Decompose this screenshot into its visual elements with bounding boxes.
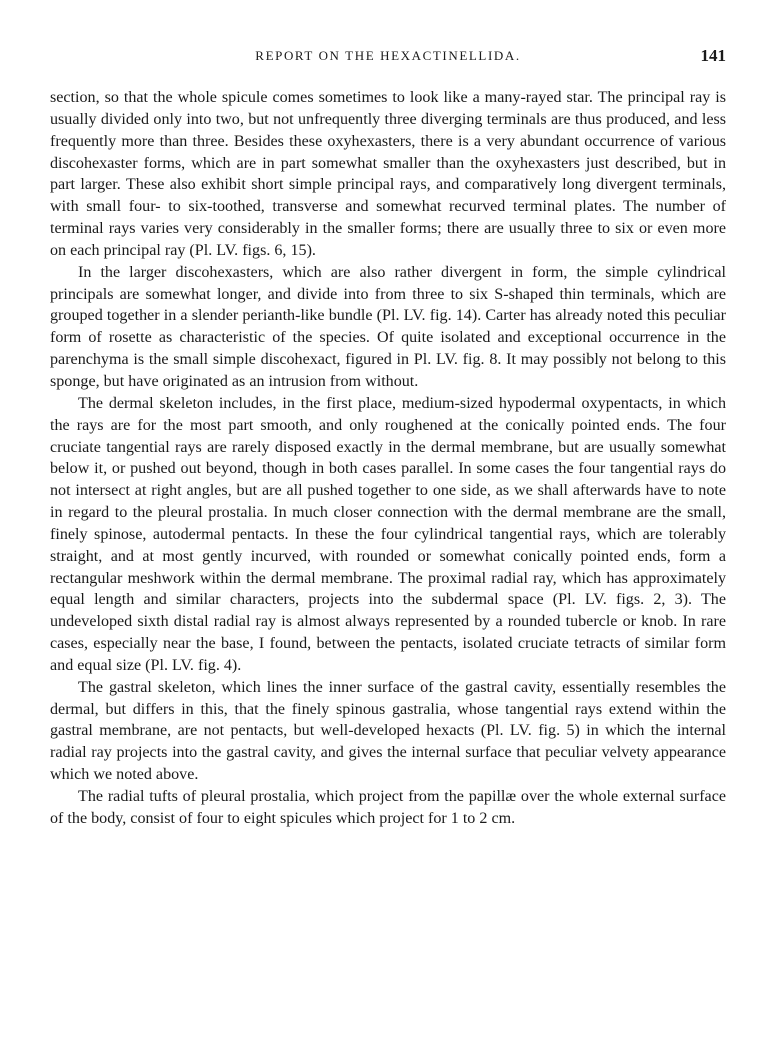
page-header bbox=[50, 48, 726, 72]
paragraph-discohexasters: In the larger discohexasters, which are also rather divergent in form, the simple cylindrical principals are somewhat longer, and divide into from three to six S-shaped thin terminals, which are grouped together in a slender perianth-like bundle (Pl. LV. fig. 14). Carter has already noted this peculiar form of rosette as characteristic of the species. Of quite isolated and exceptional occurrence in the parenchyma is the small simple discohexact, figured in Pl. LV. fig. 8. It may possibly not belong to this sponge, but have originated as an intrusion from without. bbox=[50, 263, 726, 390]
paragraph-gastral-skeleton: The gastral skeleton, which lines the inner surface of the gastral cavity, essentially resembles the dermal, but differs in this, that the finely spinous gastralia, whose tangential rays extend within the gastral membrane, are not pentacts, but well-developed hexacts (Pl. LV. fig. 5) in which the internal radial ray projects into the gastral cavity, and gives the internal surface that peculiar velvety appearance which we noted above. bbox=[50, 678, 726, 784]
paragraph-dermal-skeleton: The dermal skeleton includes, in the first place, medium-sized hypodermal oxypentacts, in which the rays are for the most part smooth, and only roughened at the conically pointed ends. The four cruciate tangential rays are rarely disposed exactly in the dermal membrane, but are usually somewhat below it, or pushed out beyond, though in both cases parallel. In some cases the four tangential rays do not intersect at right angles, but are all pushed together to one side, as we shall afterwards have to note in regard to the pleural prostalia. In much closer connection with the dermal membrane are the small, finely spinose, autodermal pentacts. In these the four cylindrical tangential rays, which are tolerably straight, and at most gently incurved, with rounded or somewhat conically pointed ends, form a rectangular meshwork within the dermal membrane. The proximal radial ray, which has approximately equal length and similar characters, projects into the subdermal space (Pl. LV. figs. 2, 3). The undeveloped sixth distal radial ray is almost always represented by a rounded tubercle or knob. In rare cases, especially near the base, I found, between the pentacts, isolated cruciate tetracts of similar form and equal size (Pl. LV. fig. 4). bbox=[50, 394, 726, 674]
body-text bbox=[50, 87, 726, 830]
page-number: 141 bbox=[700, 46, 726, 65]
running-head: REPORT ON THE HEXACTINELLIDA. bbox=[255, 48, 521, 63]
paragraph-pleural-prostalia: The radial tufts of pleural prostalia, which project from the papillæ over the whole external surface of the body, consist of four to eight spicules which project for 1 to 2 cm. bbox=[50, 788, 726, 827]
paragraph-oxyhexasters: section, so that the whole spicule comes sometimes to look like a many-rayed star. The principal ray is usually divided only into two, but not unfrequently three diverging terminals are thus produced, and less frequently more than three. Besides these oxyhexasters, there is a very abundant occurrence of various discohexaster forms, which are in part somewhat smaller than the oxyhexasters just described, but in part larger. These also exhibit short simple principal rays, and comparatively long divergent terminals, with small four- to six-toothed, transverse and somewhat recurved terminal plates. The number of terminal rays varies very considerably in the smaller forms; there are usually three to six or even more on each principal ray (Pl. LV. figs. 6, 15). bbox=[50, 89, 726, 259]
